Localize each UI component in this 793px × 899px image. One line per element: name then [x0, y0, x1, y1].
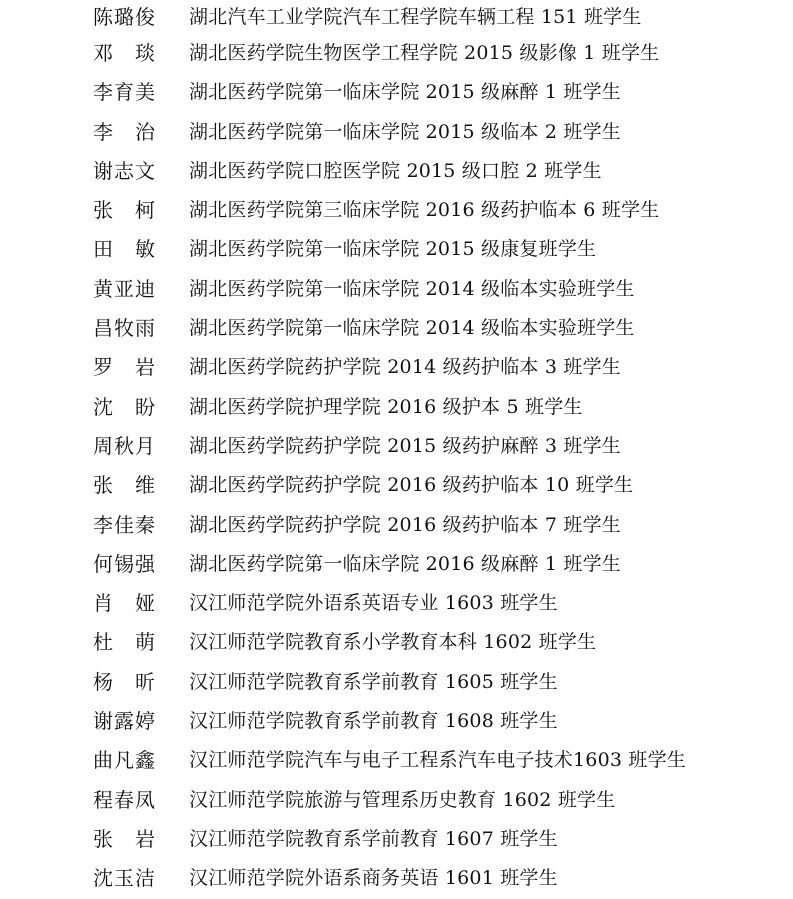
list-item: [0, 230, 793, 269]
list-item: [0, 859, 793, 898]
list-item: [0, 34, 793, 73]
student-description: 湖北医药学院第一临床学院 2014 级临本实验班学生: [189, 277, 635, 300]
student-name: 李佳秦: [93, 512, 155, 537]
list-item: [0, 113, 793, 152]
student-name: 杜 萌: [93, 630, 155, 655]
student-name: 何锡强: [93, 551, 155, 576]
student-description: 湖北医药学院药护学院 2016 级药护临本 10 班学生: [189, 474, 634, 497]
student-description: 湖北汽车工业学院汽车工程学院车辆工程 151 班学生: [189, 6, 642, 28]
student-description: 湖北医药学院口腔医学院 2015 级口腔 2 班学生: [189, 159, 602, 182]
student-description: 湖北医药学院药护学院 2016 级药护临本 7 班学生: [189, 513, 622, 536]
student-name: 谢志文: [93, 158, 155, 183]
list-item: [0, 73, 793, 112]
list-item: [0, 466, 793, 505]
student-description: 汉江师范学院教育系学前教育 1608 班学生: [189, 710, 558, 733]
list-item: [0, 506, 793, 545]
list-item: [0, 388, 793, 427]
student-name: 周秋月: [93, 433, 155, 458]
student-description: 汉江师范学院旅游与管理系历史教育 1602 班学生: [189, 788, 616, 811]
student-description: 湖北医药学院护理学院 2016 级护本 5 班学生: [189, 395, 583, 418]
list-item: [0, 191, 793, 230]
list-item: [0, 741, 793, 780]
student-name: 程春凤: [93, 787, 155, 812]
student-name: 曲凡鑫: [93, 748, 155, 773]
list-item: [0, 152, 793, 191]
student-description: 湖北医药学院第三临床学院 2016 级药护临本 6 班学生: [189, 199, 660, 222]
list-item: [0, 270, 793, 309]
student-name: 肖 娅: [93, 591, 155, 616]
list-item: [0, 623, 793, 662]
list-item: [0, 702, 793, 741]
student-name: 陈璐俊: [93, 5, 155, 29]
list-item: [0, 545, 793, 584]
student-description: 汉江师范学院教育系学前教育 1607 班学生: [189, 827, 558, 850]
student-description: 汉江师范学院汽车与电子工程系汽车电子技术1603 班学生: [189, 749, 686, 772]
student-description: 湖北医药学院第一临床学院 2015 级康复班学生: [189, 238, 597, 261]
list-item: [0, 663, 793, 702]
student-description: 湖北医药学院药护学院 2014 级药护临本 3 班学生: [189, 356, 622, 379]
list-item: [0, 0, 793, 34]
student-description: 汉江师范学院外语系商务英语 1601 班学生: [189, 867, 558, 890]
student-name: 罗 岩: [93, 355, 155, 380]
student-name: 李育美: [93, 80, 155, 105]
student-name: 沈 盼: [93, 394, 155, 419]
student-name: 张 维: [93, 473, 155, 498]
student-description: 湖北医药学院生物医学工程学院 2015 级影像 1 班学生: [189, 42, 660, 64]
list-item: [0, 309, 793, 348]
list-item: [0, 781, 793, 820]
student-description: 湖北医药学院第一临床学院 2016 级麻醉 1 班学生: [189, 552, 622, 575]
student-description: 湖北医药学院药护学院 2015 级药护麻醉 3 班学生: [189, 434, 622, 457]
student-name: 田 敏: [93, 237, 155, 262]
student-name: 李 治: [93, 119, 155, 144]
student-name: 黄亚迪: [93, 276, 155, 301]
list-item: [0, 584, 793, 623]
student-name: 张 岩: [93, 826, 155, 851]
student-name: 杨 昕: [93, 669, 155, 694]
student-description: 汉江师范学院教育系小学教育本科 1602 班学生: [189, 631, 597, 654]
student-name: 谢露婷: [93, 709, 155, 734]
student-name: 邓 琰: [93, 41, 155, 65]
student-name: 沈玉洁: [93, 866, 155, 891]
student-description: 湖北医药学院第一临床学院 2015 级麻醉 1 班学生: [189, 81, 622, 104]
student-description: 汉江师范学院外语系英语专业 1603 班学生: [189, 592, 558, 615]
student-description: 湖北医药学院第一临床学院 2014 级临本实验班学生: [189, 317, 635, 340]
student-name: 张 柯: [93, 198, 155, 223]
student-description: 湖北医药学院第一临床学院 2015 级临本 2 班学生: [189, 120, 622, 143]
list-item: [0, 348, 793, 387]
student-name: 昌牧雨: [93, 316, 155, 341]
list-item: [0, 427, 793, 466]
student-description: 汉江师范学院教育系学前教育 1605 班学生: [189, 670, 558, 693]
list-item: [0, 820, 793, 859]
